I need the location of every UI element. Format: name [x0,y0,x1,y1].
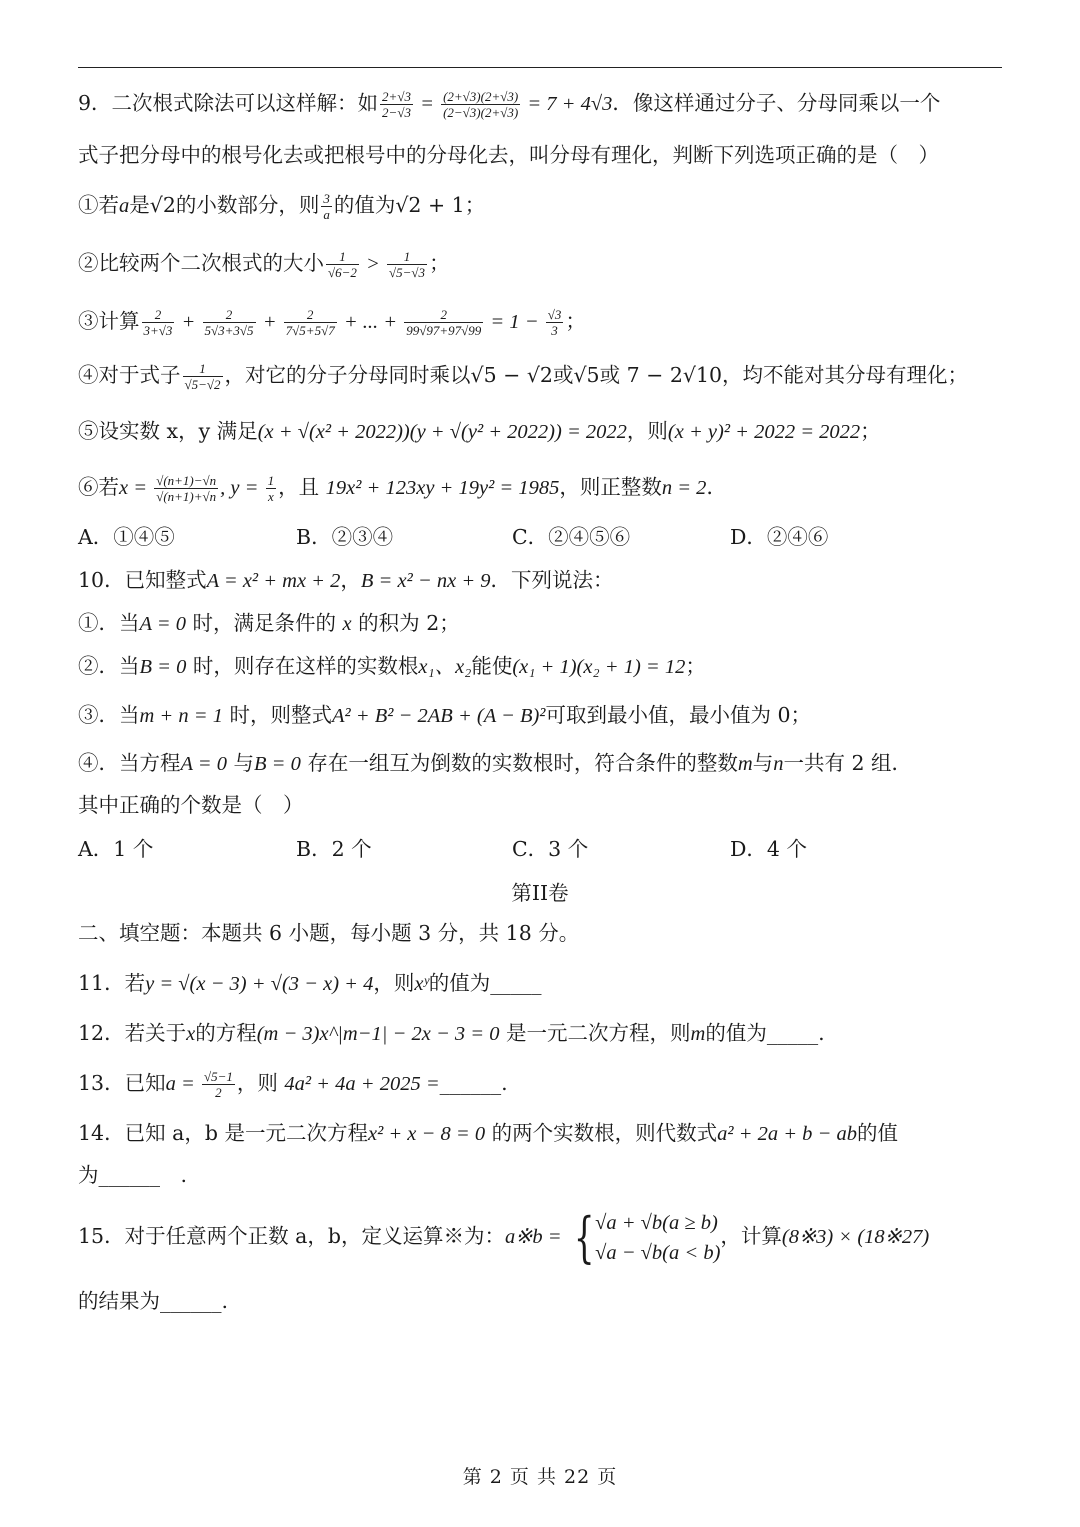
q14-line2: 为______ . [78,1163,188,1187]
header-rule [78,67,1002,68]
q14-line1: 14．已知 a，b 是一元二次方程x² + x − 8 = 0 的两个实数根，则代数式a² + 2a + b − ab的值 [78,1121,899,1145]
q15-line1: 15．对于任意两个正数 a，b，定义运算※为：a※b = { √a + √b(a ≥ b) √a − √b(a < b) ，计算(8※3) × (18※27) [78,1205,930,1269]
q12: 12．若关于x的方程(m − 3)x^|m−1| − 2x − 3 = 0 是一元二次方程，则m的值为_____. [78,1021,825,1045]
q10-option-a: A．1 个 [78,837,154,861]
q9-stem-line2: 式子把分母中的根号化去或把根号中的分母化去，叫分母有理化，判断下列选项正确的是（ ） [78,143,939,167]
q9-option-c: C．②④⑤⑥ [512,525,631,549]
section-title: 第II卷 [511,881,569,905]
q15-line2: 的结果为______. [78,1289,229,1313]
q10-statement-4: ④．当方程A = 0 与B = 0 存在一组互为倒数的实数根时，符合条件的整数m与n一共有 2 组． [78,751,913,775]
q11: 11．若y = √(x − 3) + √(3 − x) + 4，则xʸ的值为_____ [78,971,542,995]
q9-item-1: ①若a是√2的小数部分，则 $\frac{3}{a}$ 的值为√2 + 1； [78,191,486,222]
fraction: $\frac{2+√3}{2-√3}$ [382,89,411,120]
left-brace-icon: { [573,1205,595,1269]
q9-option-b: B．②③④ [296,525,394,549]
q9-stem-line1: 9．二次根式除法可以这样解：如 $\frac{2+√3}{2-√3}$ = $\frac{(2+√3)(2+√3)}{(2-√3)(2+√3)}$ = 7 + 4√3．像这样通过分子、分母同乘以一个 [78,89,941,120]
q9-item-3: ③计算 $\frac{2}{3+√3}$ + $\frac{2}{5√3+3√5}$ + $\frac{2}{7√5+5√7}$ + ... + $\frac{2}{99√97+97√99}$ = 1 − $\frac{√3}{3}$ ； [78,307,586,338]
q9-option-d: D．②④⑥ [730,525,829,549]
q10-statement-2: ②．当B = 0 时，则存在这样的实数根x₁、x₂能使(x₁ + 1)(x₂ + 1) = 12； [78,654,706,678]
page-footer: 第 2 页 共 22 页 [462,1466,618,1488]
q13: 13．已知a = $\frac{√5-1}{2}$ ，则 4a² + 4a + 2025 =______. [78,1069,508,1100]
fraction: $\frac{(2+√3)(2+√3)}{(2-√3)(2+√3)}$ [443,89,519,120]
q9-item-6: ⑥若x = $\frac{√(n+1)-√n}{√(n+1)+√n}$ , y = $\frac{1}{x}$ ，且 19x² + 123xy + 19y² = 1985，则正整数n = 2． [78,473,727,504]
q9-item-2: ②比较两个二次根式的大小 $\frac{1}{√6-2}$ > $\frac{1}{√5-√3}$ ； [78,249,450,280]
q10-stem: 10．已知整式A = x² + mx + 2，B = x² − nx + 9．下列说法： [78,568,614,592]
q10-option-c: C．3 个 [512,837,589,861]
piecewise-definition: √a + √b(a ≥ b) √a − √b(a < b) [595,1211,721,1264]
q10-statement-1: ①．当A = 0 时，满足条件的 x 的积为 2； [78,611,460,635]
q9-item-5: ⑤设实数 x，y 满足(x + √(x² + 2022))(y + √(y² + 2022)) = 2022，则(x + y)² + 2022 = 2022； [78,419,881,443]
q10-option-d: D．4 个 [730,837,807,861]
q10-option-b: B．2 个 [296,837,372,861]
q9-option-a: A．①④⑤ [78,525,175,549]
q9-item-4: ④对于式子 $\frac{1}{√5-√2}$ ，对它的分子分母同时乘以√5 − √2或√5或 7 − 2√10，均不能对其分母有理化； [78,361,969,392]
q10-ask: 其中正确的个数是（ ） [78,793,304,817]
q9-text: 9．二次根式除法可以这样解：如 [78,91,379,115]
section-heading: 二、填空题：本题共 6 小题，每小题 3 分，共 18 分。 [78,921,580,945]
q10-statement-3: ③．当m + n = 1 时，则整式A² + B² − 2AB + (A − B)²可取到最小值，最小值为 0； [78,703,812,727]
